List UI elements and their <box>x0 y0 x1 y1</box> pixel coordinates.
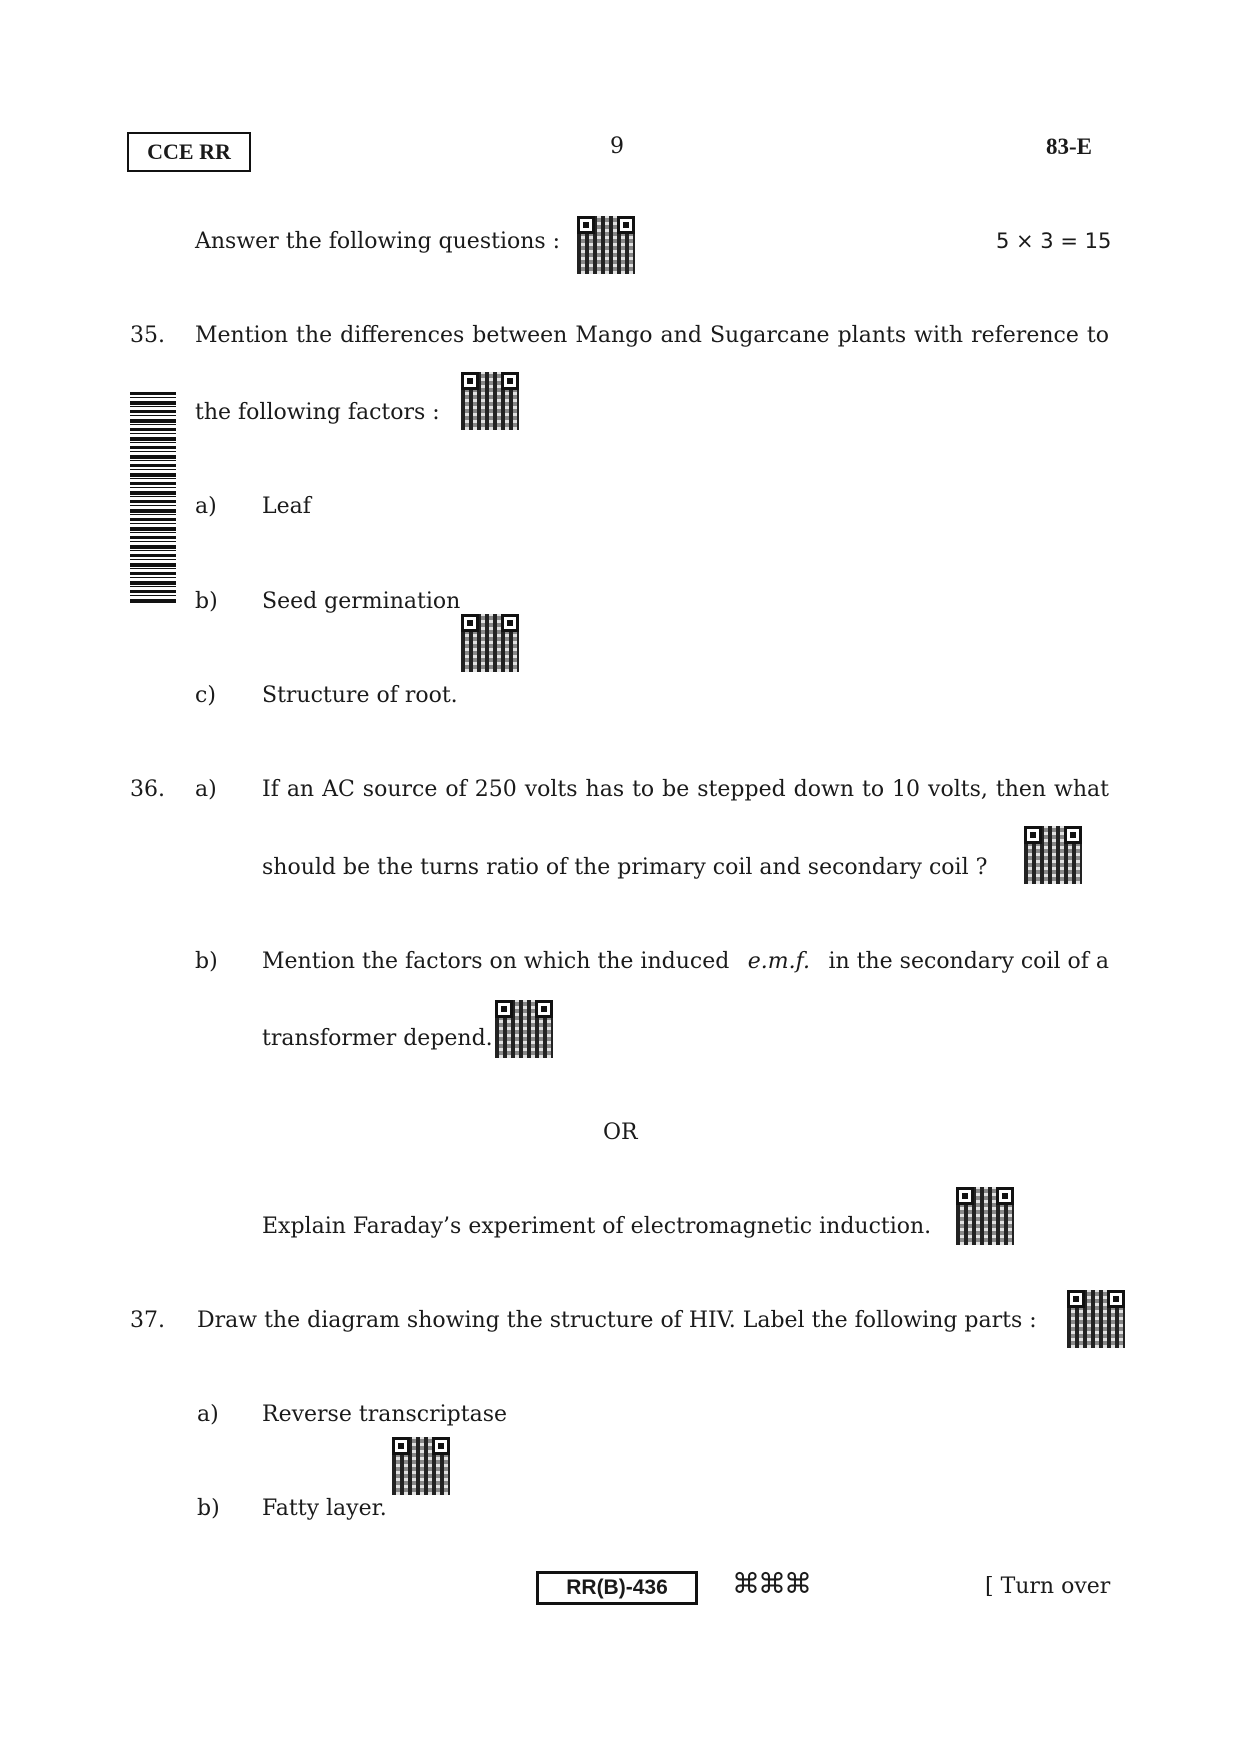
qr-code-icon <box>956 1187 1014 1245</box>
qr-code-icon <box>495 1000 553 1058</box>
q37-number: 37. <box>130 1308 165 1333</box>
q36-b-line1 <box>262 949 1109 974</box>
page-number: 9 <box>610 134 624 159</box>
q36-or: OR <box>603 1120 638 1145</box>
q35-item-c-text: Structure of root. <box>262 683 458 708</box>
q35-item-b-text: Seed germination <box>262 589 461 614</box>
section-instruction: Answer the following questions : <box>195 229 561 254</box>
qr-code-icon <box>1067 1290 1125 1348</box>
q35-line2: the following factors : <box>195 400 440 425</box>
exam-code-box <box>127 132 251 172</box>
turn-over: [ Turn over <box>985 1574 1111 1599</box>
q36-alt: Explain Faraday’s experiment of electromagnetic induction. <box>262 1214 932 1239</box>
section-marks: 5 × 3 = 15 <box>996 229 1112 253</box>
q35-line1: Mention the differences between Mango and Sugarcane plants with reference to <box>195 323 1109 348</box>
q36-b-line2: transformer depend. <box>262 1026 493 1051</box>
q35-item-a-label: a) <box>195 494 217 519</box>
q36-b-label: b) <box>195 949 218 974</box>
q36-b-line1-pre: Mention the factors on which the induced <box>262 949 737 974</box>
q36-number: 36. <box>130 777 165 802</box>
q35-item-c-label: c) <box>195 683 216 708</box>
q36-a-line2: should be the turns ratio of the primary coil and secondary coil ? <box>262 855 988 880</box>
qr-code-icon <box>461 614 519 672</box>
footer-code: RR(B)-436 <box>566 1576 668 1599</box>
q35-item-b-label: b) <box>195 589 218 614</box>
q36-a-label: a) <box>195 777 217 802</box>
qr-code-icon <box>392 1437 450 1495</box>
q35-item-a-text: Leaf <box>262 494 311 519</box>
q37-item-b-label: b) <box>197 1496 220 1521</box>
q37-line1: Draw the diagram showing the structure of HIV. Label the following parts : <box>197 1308 1037 1333</box>
q37-item-b-text: Fatty layer. <box>262 1496 387 1521</box>
exam-code: CCE RR <box>147 139 231 164</box>
q37-item-a-label: a) <box>197 1402 219 1427</box>
barcode-icon <box>130 392 176 604</box>
paper-code: 83-E <box>1046 134 1092 159</box>
footer-ornament: ⌘⌘⌘ <box>732 1567 810 1600</box>
q36-a-line1: If an AC source of 250 volts has to be stepped down to 10 volts, then what <box>262 777 1109 802</box>
footer-code-box <box>536 1571 698 1605</box>
q35-number: 35. <box>130 323 165 348</box>
qr-code-icon <box>577 216 635 274</box>
q36-b-line1-post: in the secondary coil of a <box>821 949 1109 974</box>
q37-item-a-text: Reverse transcriptase <box>262 1402 508 1427</box>
qr-code-icon <box>1024 826 1082 884</box>
q36-b-line1-emf: e.m.f. <box>747 949 810 974</box>
qr-code-icon <box>461 372 519 430</box>
